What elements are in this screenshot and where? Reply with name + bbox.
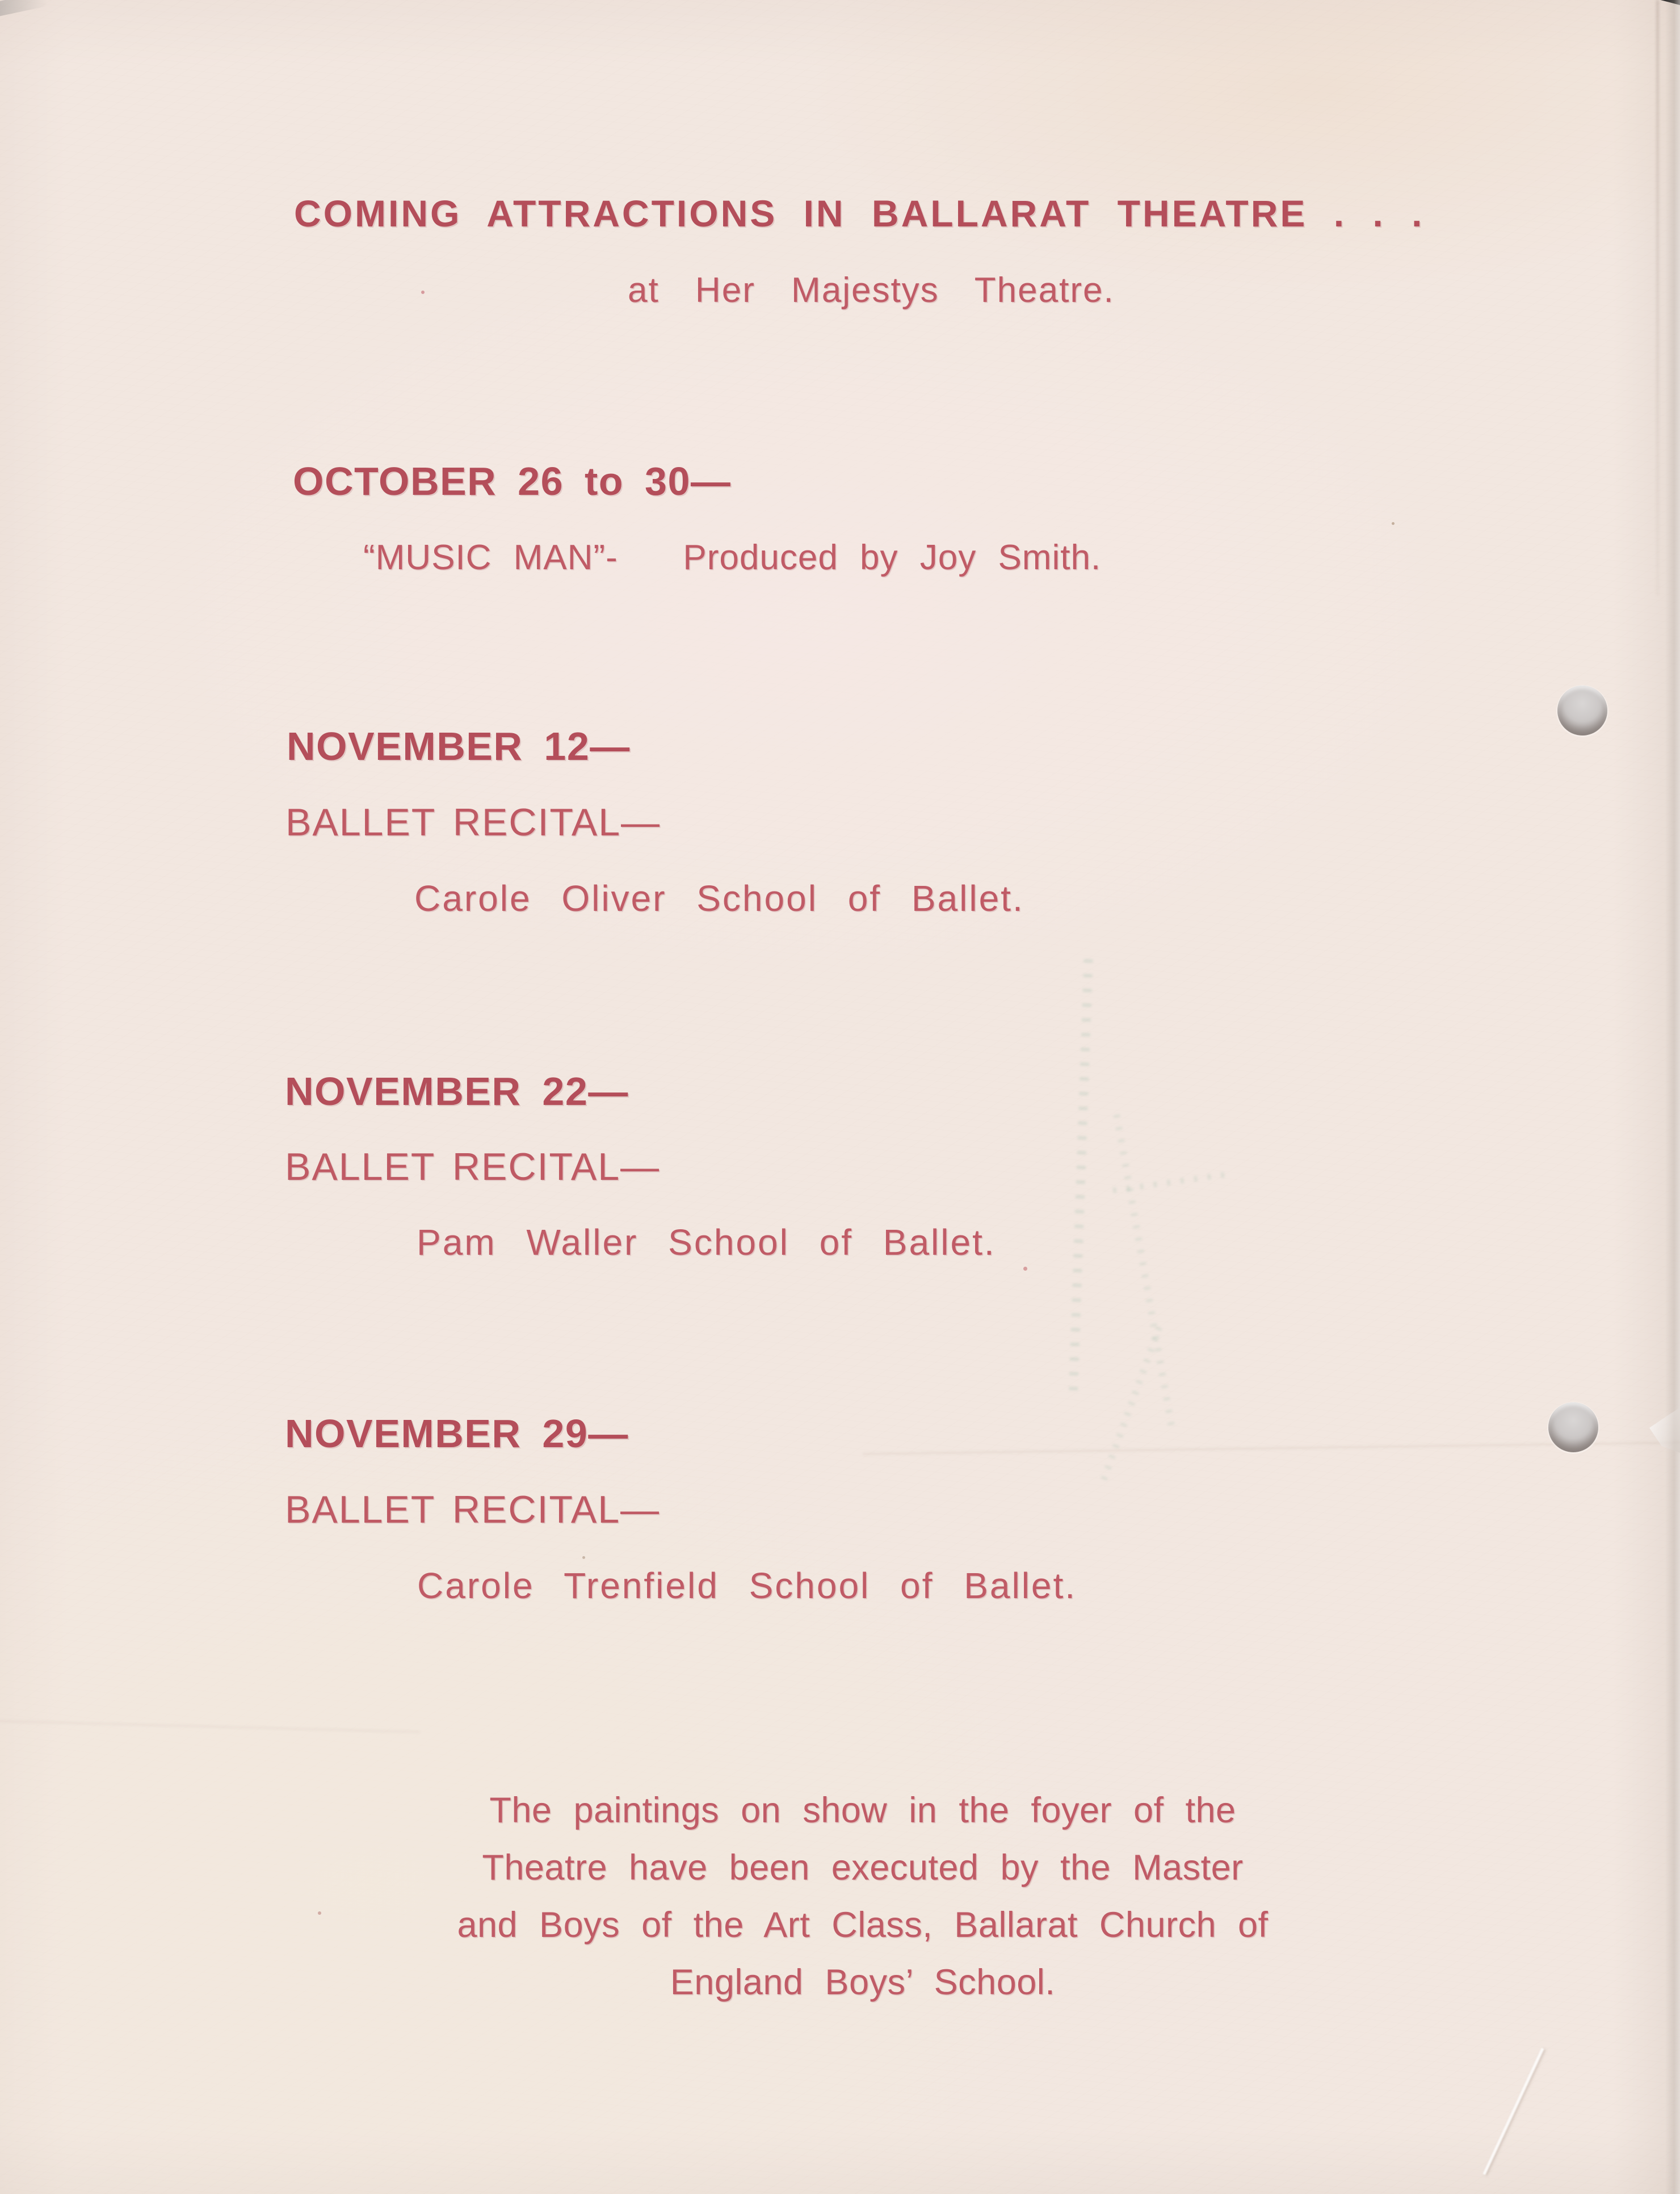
event-detail-carole-trenfield: Carole Trenfield School of Ballet. bbox=[417, 1565, 1077, 1606]
paper-speck bbox=[582, 1556, 585, 1559]
hole-punch-bottom bbox=[1548, 1402, 1598, 1452]
footer-line: England Boys’ School. bbox=[670, 1962, 1056, 2002]
footer-paragraph bbox=[392, 1782, 1334, 2011]
page-subtitle: at Her Majestys Theatre. bbox=[628, 271, 1115, 310]
event-date-november-29: NOVEMBER 29— bbox=[285, 1411, 629, 1456]
footer-line: The paintings on show in the foyer of the bbox=[489, 1790, 1236, 1830]
event-date-october-26-30: OCTOBER 26 to 30— bbox=[293, 459, 732, 503]
event-heading-ballet-recital: BALLET RECITAL— bbox=[285, 801, 661, 844]
event-detail-carole-oliver: Carole Oliver School of Ballet. bbox=[414, 878, 1024, 919]
paper-tear-right bbox=[1649, 1407, 1680, 1453]
paper-speck bbox=[318, 1911, 321, 1915]
scanner-edge-top-left bbox=[0, 0, 70, 16]
crease-bottom-left bbox=[0, 1720, 420, 1733]
event-heading-ballet-recital: BALLET RECITAL— bbox=[285, 1145, 661, 1188]
crease-right bbox=[1656, 0, 1659, 596]
footer-line: Theatre have been executed by the Master bbox=[482, 1848, 1244, 1888]
event-detail-music-man: “MUSIC MAN”- Produced by Joy Smith. bbox=[363, 538, 1102, 577]
paper-right-edge-shadow bbox=[1665, 0, 1680, 2194]
page-title: COMING ATTRACTIONS IN BALLARAT THEATRE . . . bbox=[294, 192, 1425, 234]
green-ink-smudge bbox=[1113, 1114, 1175, 1428]
paper-speck bbox=[421, 291, 425, 294]
crease-bottom-right bbox=[1482, 2048, 1544, 2175]
footer-line: and Boys of the Art Class, Ballarat Church of bbox=[457, 1905, 1269, 1945]
green-ink-smudge bbox=[1068, 959, 1093, 1402]
paper-speck bbox=[1023, 1267, 1027, 1271]
event-date-november-22: NOVEMBER 22— bbox=[285, 1069, 629, 1113]
hole-punch-top bbox=[1557, 686, 1607, 735]
event-detail-pam-waller: Pam Waller School of Ballet. bbox=[417, 1222, 996, 1263]
paper-speck bbox=[1392, 522, 1395, 525]
event-heading-ballet-recital: BALLET RECITAL— bbox=[285, 1488, 661, 1531]
event-date-november-12: NOVEMBER 12— bbox=[287, 724, 631, 768]
green-ink-smudge bbox=[1098, 1326, 1162, 1489]
